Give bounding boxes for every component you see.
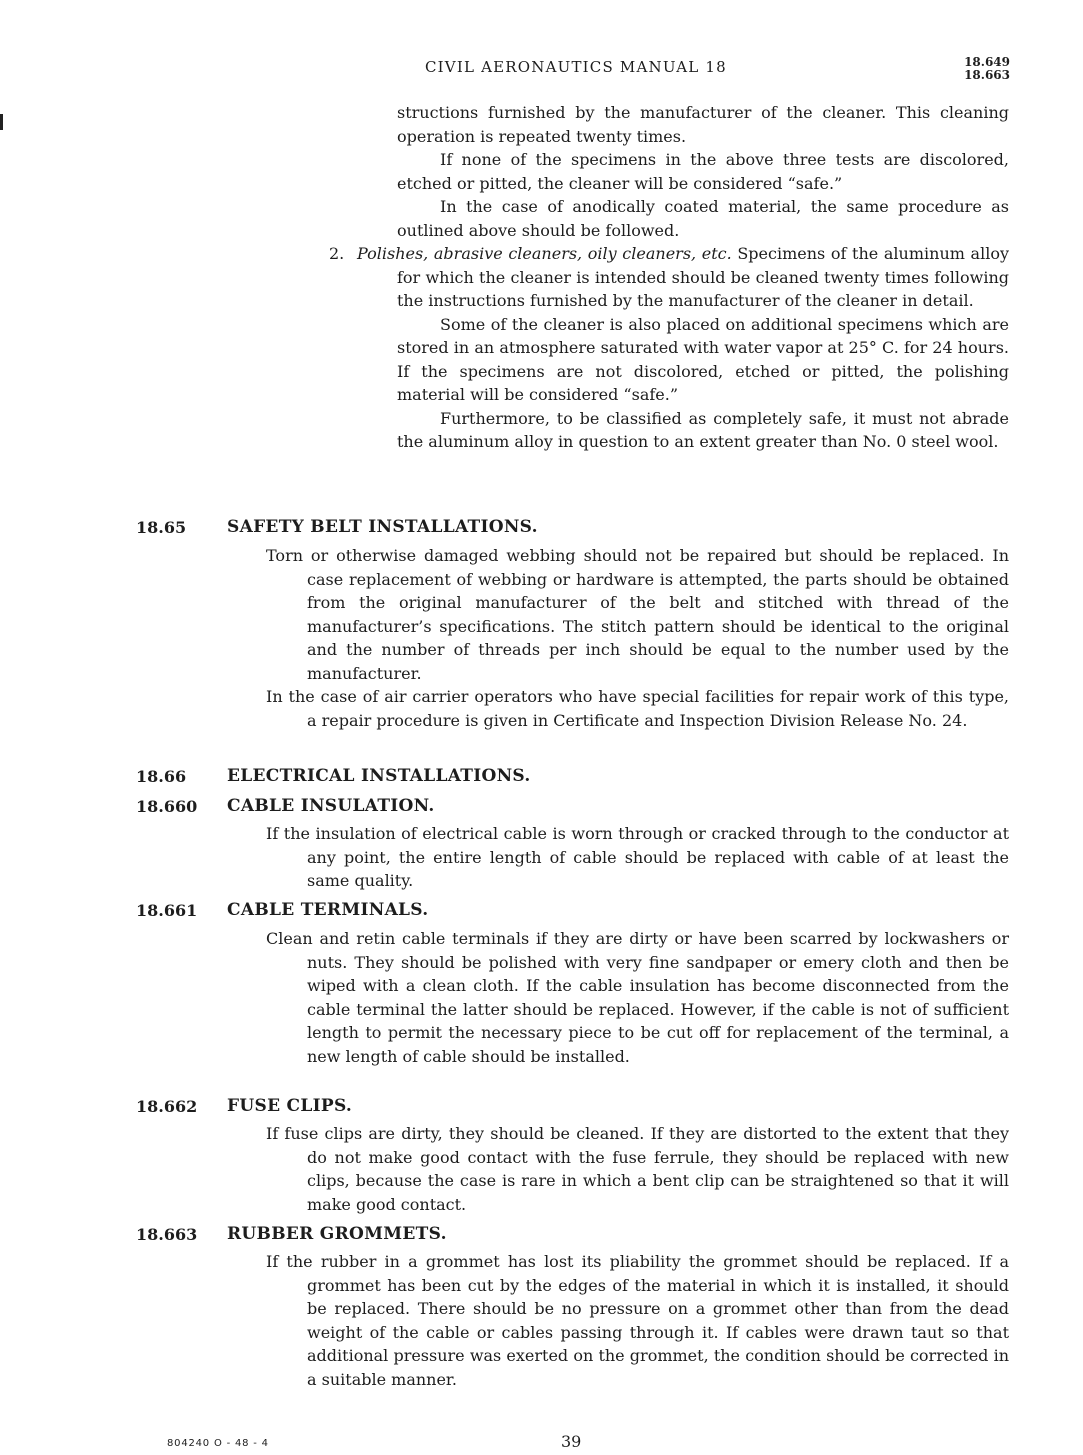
section-paragraph: If the rubber in a grommet has lost its pliability the grommet should be replaced. If a grommet has been cut by the edges of the material in which it is installed, it should be replaced. There should be no pressure on a grommet other than from the dead weight of the cable or cables passing through it. If cables were drawn taut so that additional pressure was exerted on the grommet, the condition should be corrected in a suitable manner. [266, 1252, 1009, 1389]
list-item-number: 2. [329, 244, 345, 263]
section-heading: SAFETY BELT INSTALLATIONS. [227, 517, 538, 537]
section-body [266, 1250, 1009, 1391]
section-paragraph: Clean and retin cable terminals if they are dirty or have been scarred by lockwashers or nuts. They should be polished with very fine sandpaper or emery cloth and then be wiped with a clean cloth. If the cable insulation has become disconnected from the cable terminal the latter should be replaced. However, if the cable is not of sufficient length to permit the necessary piece to be cut off for replacement of the terminal, a new length of cable should be installed. [266, 929, 1009, 1066]
section-body [266, 544, 1009, 732]
intro-paragraph-1: structions furnished by the manufacturer of the cleaner. This cleaning operation is repeated twenty times. [397, 103, 1009, 146]
section-number: 18.66 [136, 767, 187, 786]
section-range-end: 18.663 [964, 68, 1010, 82]
section-body [266, 927, 1009, 1068]
list-item-2-text [357, 242, 1009, 313]
section-heading: ELECTRICAL INSTALLATIONS. [227, 766, 531, 786]
section-paragraph: If the insulation of electrical cable is worn through or cracked through to the conductor at any point, the entire length of cable should be replaced with cable of at least the same quality. [266, 824, 1009, 890]
section-number: 18.65 [136, 518, 187, 537]
section-number: 18.662 [136, 1097, 198, 1116]
section-body [266, 822, 1009, 893]
section-heading: CABLE TERMINALS. [227, 900, 429, 920]
section-paragraph: If fuse clips are dirty, they should be cleaned. If they are distorted to the extent that they do not make good contact with the fuse ferrule, they should be replaced with new clips, because the case is rare in which a bent clip can be straightened so that it will make good contact. [266, 1124, 1009, 1214]
section-number: 18.661 [136, 901, 198, 920]
section-number: 18.660 [136, 797, 198, 816]
scan-margin-mark [0, 114, 3, 130]
section-body [266, 1122, 1009, 1216]
intro-paragraph-4: Some of the cleaner is also placed on additional specimens which are stored in an atmosphere saturated with water vapor at 25° C. for 24 hours. If the specimens are not discolored, etched or pitted, the polishing material will be considered “safe.” [397, 314, 1009, 404]
intro-paragraph-5: Furthermore, to be classified as completely safe, it must not abrade the aluminum alloy in question to an extent greater than No. 0 steel wool. [397, 408, 1009, 451]
running-header-title: CIVIL AERONAUTICS MANUAL 18 [425, 58, 727, 76]
list-item-2-body [357, 242, 1009, 454]
section-range-start: 18.649 [964, 55, 1010, 69]
running-header-section-range [962, 56, 1010, 82]
section-number: 18.663 [136, 1225, 198, 1244]
list-item-2-description: Specimens of the aluminum alloy for which the cleaner is intended should be cleaned twenty times following the instructions furnished by the manufacturer of the cleaner in detail. [397, 244, 1009, 310]
list-item-2-title: Polishes, abrasive cleaners, oily cleaners, etc. [357, 244, 732, 263]
print-code: 804240 O - 48 - 4 [167, 1438, 269, 1449]
page-number: 39 [561, 1432, 582, 1451]
section-paragraph: In the case of air carrier operators who have special facilities for repair work of this type, a repair procedure is given in Certificate and Inspection Division Release No. 24. [266, 687, 1009, 730]
intro-paragraph-3: In the case of anodically coated material, the same procedure as outlined above should be followed. [397, 197, 1009, 240]
section-heading: CABLE INSULATION. [227, 796, 435, 816]
intro-paragraph-2: If none of the specimens in the above three tests are discolored, etched or pitted, the cleaner will be considered “safe.” [397, 150, 1009, 193]
section-paragraph: Torn or otherwise damaged webbing should not be repaired but should be replaced. In case replacement of webbing or hardware is attempted, the parts should be obtained from the original manufacturer of the belt and stitched with thread of the manufacturer’s specifications. The stitch pattern should be identical to the original and the number of threads per inch should be equal to the number used by the manufacturer. [266, 546, 1009, 683]
section-heading: RUBBER GROMMETS. [227, 1224, 447, 1244]
intro-block [397, 101, 1009, 242]
section-heading: FUSE CLIPS. [227, 1096, 353, 1116]
